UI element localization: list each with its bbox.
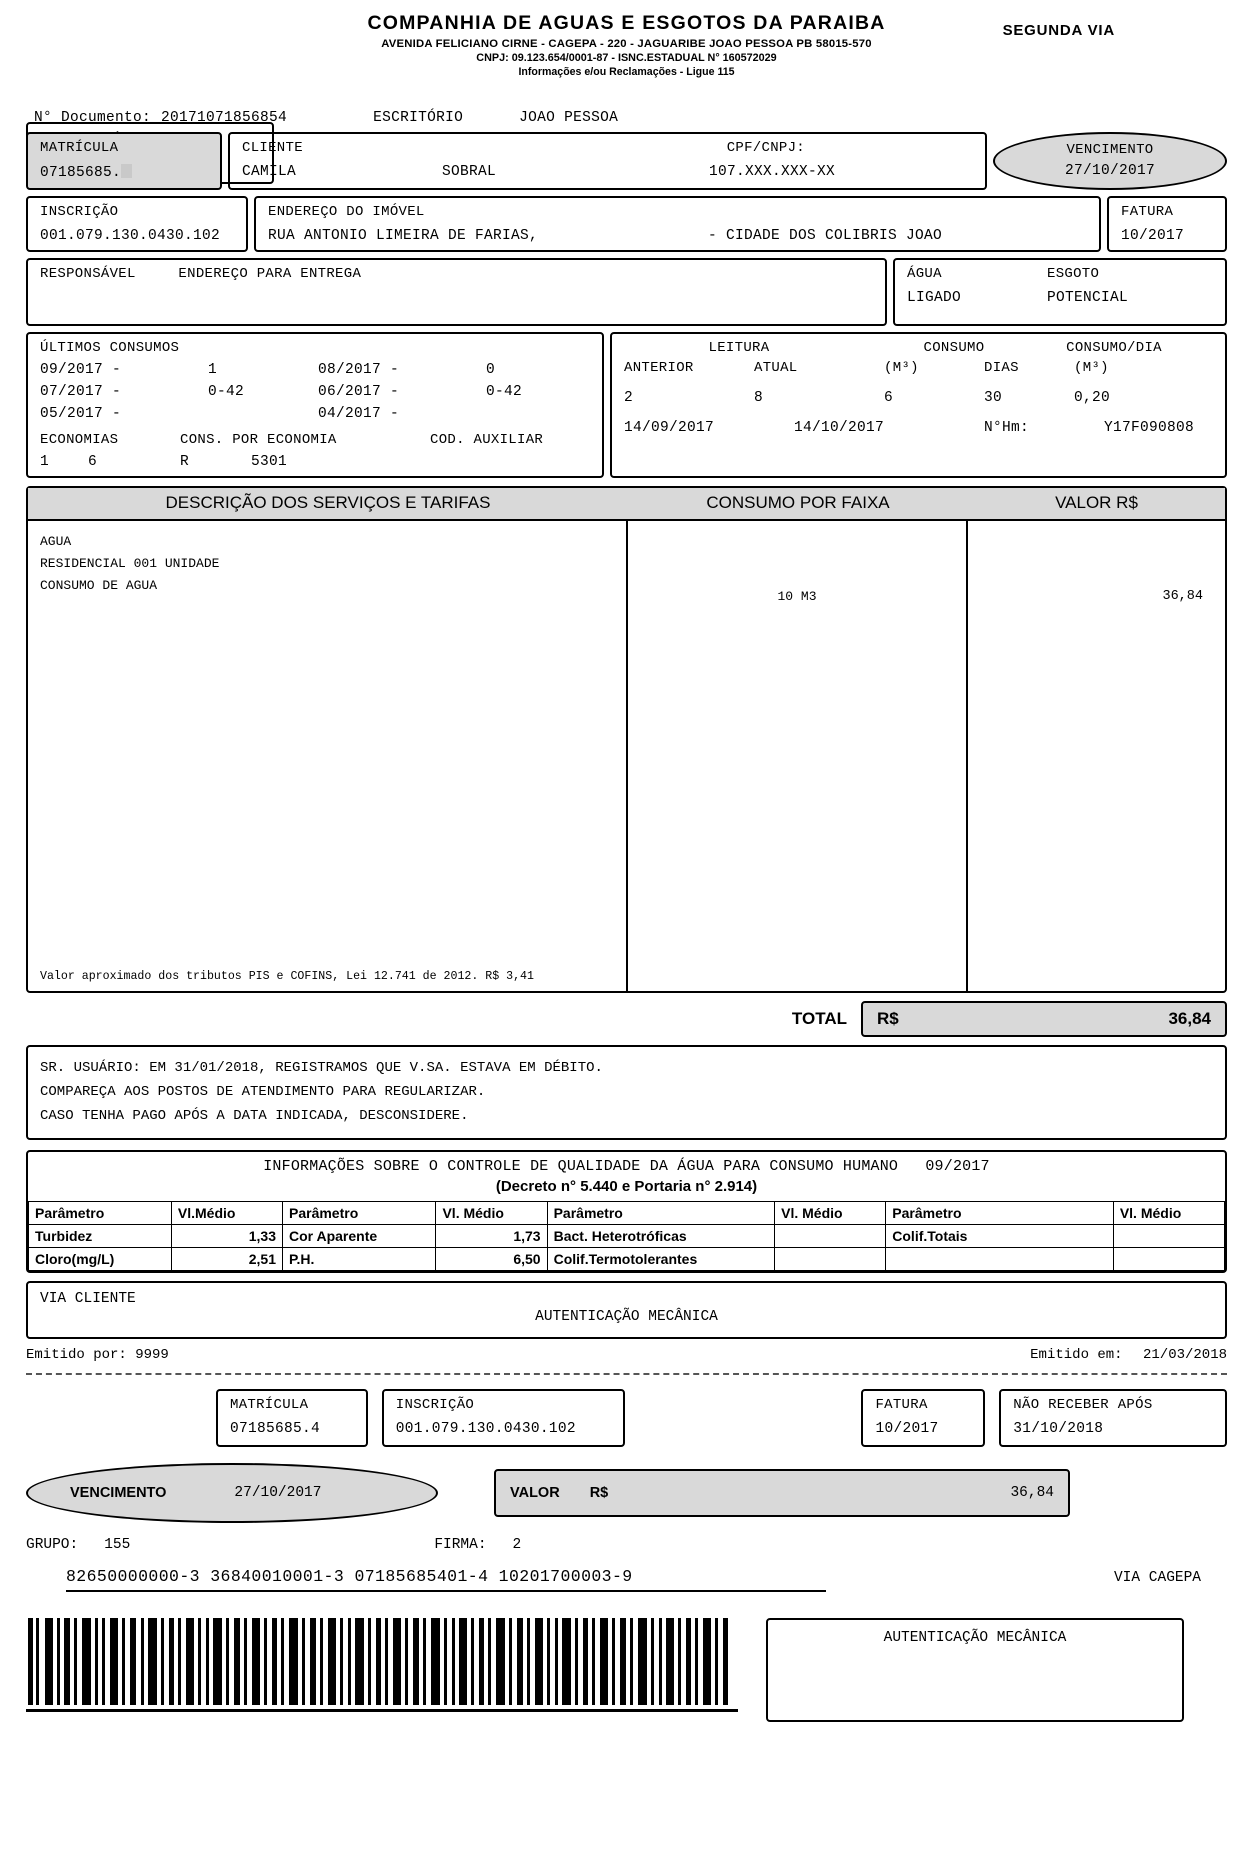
barcode-row [26, 1618, 1227, 1722]
quality-title-text: INFORMAÇÕES SOBRE O CONTROLE DE QUALIDADE DA ÁGUA PARA CONSUMO HUMANO [263, 1158, 899, 1176]
consumo-mes-2: 08/2017 - [318, 362, 400, 378]
cod-auxiliar-label: COD. AUXILIAR [430, 432, 544, 448]
agua-esgoto-headers [907, 266, 1215, 282]
q-value-empty [1113, 1248, 1224, 1271]
fatura-label: FATURA [1121, 204, 1174, 220]
endereco-entrega-label: ENDEREÇO PARA ENTREGA [178, 266, 362, 282]
table-row [29, 1225, 1225, 1248]
cod-auxiliar-values [180, 454, 592, 470]
message-line-1: SR. USUÁRIO: EM 31/01/2018, REGISTRAMOS QUE V.SA. ESTAVA EM DÉBITO. [40, 1060, 603, 1076]
document-number-label: N° Documento: [34, 110, 152, 126]
consumo-mes-4: 06/2017 - [318, 384, 400, 400]
stub-matricula-label: MATRÍCULA [230, 1397, 309, 1414]
address-row [26, 196, 1227, 252]
service-quantity: 10 M3 [777, 589, 817, 604]
endereco-imovel-box [254, 196, 1101, 252]
consumo-valor-1: 1 [208, 362, 218, 378]
cod-auxiliar-letra: R [180, 454, 190, 470]
service-value: 36,84 [1162, 589, 1203, 604]
leitura-headers-1 [624, 340, 1215, 356]
stub-valor-currency: R$ [589, 1485, 609, 1502]
stub-vencimento-box [26, 1463, 438, 1523]
fatura-value: 10/2017 [1121, 228, 1185, 244]
stub-nao-receber-box [999, 1389, 1227, 1447]
autenticacao-mecanica-label: AUTENTICAÇÃO MECÂNICA [535, 1309, 718, 1326]
matricula-text: 07185685. [40, 165, 122, 181]
qh-param-4: Parâmetro [886, 1202, 1114, 1225]
emitido-em [1030, 1347, 1227, 1363]
linha-digitavel: 82650000000-3 36840010001-3 07185685401-4 10201700003-9 [66, 1567, 826, 1592]
message-line-2: COMPAREÇA AOS POSTOS DE ATENDIMENTO PARA REGULARIZAR. [40, 1083, 486, 1100]
consumo-m3: 6 [884, 390, 894, 406]
emitido-por: Emitido por: 9999 [26, 1347, 169, 1364]
stub-matricula-box [216, 1389, 368, 1447]
esgoto-label: ESGOTO [1047, 266, 1100, 282]
stub-nao-receber-label: NÃO RECEBER APÓS [1013, 1397, 1153, 1414]
cliente-label: CLIENTE [242, 140, 303, 156]
leitura-spacer [1174, 340, 1215, 356]
inscricao-box [26, 196, 248, 252]
agua-esgoto-box [893, 258, 1227, 326]
document-number-value: 20171071856854 [161, 110, 288, 126]
tributos-note: Valor aproximado dos tributos PIS e COFINS, Lei 12.741 de 2012. R$ 3,41 [40, 970, 534, 983]
q-value-cloro: 2,51 [171, 1248, 282, 1271]
services-table-body [28, 521, 1225, 991]
table-row [29, 1248, 1225, 1271]
company-block [177, 12, 1077, 78]
leitura-atual: 8 [754, 390, 764, 406]
via-cagepa-label: VIA CAGEPA [1113, 1570, 1201, 1587]
economias-headers [40, 432, 592, 448]
qh-param-2: Parâmetro [283, 1202, 436, 1225]
document-header [26, 12, 1227, 108]
col-consumo-faixa: CONSUMO POR FAIXA [706, 493, 890, 512]
via-cliente-box [26, 1281, 1227, 1339]
q-param-turbidez: Turbidez [29, 1225, 172, 1248]
cons-economia-label: CONS. POR ECONOMIA [180, 432, 337, 448]
vencimento-label: VENCIMENTO [1066, 142, 1154, 158]
service-line-agua: AGUA [40, 534, 72, 549]
stub-nao-receber-value: 31/10/2018 [1013, 1421, 1104, 1438]
quality-decree: (Decreto n° 5.440 e Portaria n° 2.914) [495, 1178, 758, 1196]
stub-valor-value: 36,84 [1010, 1485, 1054, 1502]
anterior-label: ANTERIOR [624, 360, 694, 376]
inscricao-label: INSCRIÇÃO [40, 204, 119, 220]
vencimento-box [993, 132, 1227, 190]
barcode [26, 1618, 738, 1712]
q-param-colif-termo: Colif.Termotolerantes [547, 1248, 775, 1271]
q-param-bact: Bact. Heterotróficas [547, 1225, 775, 1248]
stub-valor-box [494, 1469, 1070, 1517]
total-value: 36,84 [1168, 1009, 1211, 1028]
q-param-empty [886, 1248, 1114, 1271]
q-param-cor: Cor Aparente [283, 1225, 436, 1248]
economias-label: ECONOMIAS [40, 432, 119, 448]
qh-valor-1: Vl.Médio [171, 1202, 282, 1225]
autenticacao-mecanica-box [766, 1618, 1184, 1722]
service-line-consumo: CONSUMO DE AGUA [40, 578, 158, 594]
vencimento-value: 27/10/2017 [1064, 163, 1155, 179]
q-value-ph: 6,50 [436, 1248, 547, 1271]
leitura-headers-2 [624, 360, 1215, 376]
services-value-col [968, 521, 1225, 991]
emission-row [26, 1347, 1227, 1363]
q-param-colif-totais: Colif.Totais [886, 1225, 1114, 1248]
consumo-mes-3: 07/2017 - [40, 384, 122, 400]
stub-inscricao-value: 001.079.130.0430.102 [395, 1421, 576, 1438]
consumo-valor-4: 0-42 [486, 384, 523, 400]
endereco-value-row [268, 228, 1089, 244]
consumo-dias: 30 [984, 390, 1003, 406]
consumo-label: CONSUMO [923, 340, 985, 356]
water-quality-box [26, 1150, 1227, 1273]
consumo-valor-6 [446, 406, 566, 422]
dias-label: DIAS [984, 360, 1019, 376]
col-descricao: DESCRIÇÃO DOS SERVIÇOS E TARIFAS [165, 493, 491, 512]
leitura-anterior: 2 [624, 390, 634, 406]
atual-label: ATUAL [754, 360, 798, 376]
escritorio-label: ESCRITÓRIO [373, 110, 464, 126]
stub-vencimento-value: 27/10/2017 [234, 1485, 322, 1502]
stub-amount-row [26, 1463, 1227, 1523]
ultimos-consumos-box [26, 332, 604, 478]
linha-digitavel-row [26, 1553, 1227, 1592]
message-line-3: CASO TENHA PAGO APÓS A DATA INDICADA, DESCONSIDERE. [40, 1107, 469, 1124]
via-cliente-label: VIA CLIENTE [40, 1291, 136, 1308]
agua-esgoto-values [907, 290, 1215, 306]
matricula-label: MATRÍCULA [40, 140, 119, 156]
quality-title [28, 1158, 1225, 1175]
consumo-valor-5 [168, 406, 318, 422]
q-value-colif-termo [775, 1248, 886, 1271]
emitido-em-valor: 21/03/2018 [1142, 1347, 1227, 1364]
cliente-name-row [242, 164, 975, 180]
escritorio-value: JOAO PESSOA [519, 110, 619, 126]
stub-valor-label: VALOR [510, 1485, 560, 1502]
stub-matricula-value: 07185685.4 [230, 1421, 321, 1438]
endereco-bairro: - CIDADE DOS COLIBRIS JOAO [708, 228, 943, 244]
economias-value: 1 [40, 454, 50, 470]
service-line-residencial: RESIDENCIAL 001 UNIDADE [40, 556, 220, 572]
data-leitura-anterior: 14/09/2017 [624, 420, 715, 436]
leitura-box [610, 332, 1227, 478]
qh-valor-3: Vl. Médio [775, 1202, 886, 1225]
economias-values [40, 454, 592, 470]
q-value-turbidez: 1,33 [171, 1225, 282, 1248]
endereco-linha: RUA ANTONIO LIMEIRA DE FARIAS, [268, 228, 539, 244]
services-quantity-col [628, 521, 968, 991]
m3-dia-label: (M³) [1074, 360, 1109, 376]
cons-economia-value: 6 [88, 454, 98, 470]
text-cursor [121, 164, 132, 178]
fatura-box [1107, 196, 1227, 252]
company-contact-info: Informações e/ou Reclamações - Ligue 115 [518, 66, 735, 78]
message-box [26, 1045, 1227, 1140]
consumo-mes-6: 04/2017 - [318, 406, 400, 422]
cliente-nome: CAMILA [242, 164, 297, 180]
data-leitura-atual: 14/10/2017 [794, 420, 885, 436]
stub-valor-left [510, 1485, 608, 1501]
autenticacao-mecanica-stub-label: AUTENTICAÇÃO MECÂNICA [883, 1630, 1067, 1647]
stub-inscricao-box [382, 1389, 626, 1447]
segunda-via-label: SEGUNDA VIA [1002, 22, 1115, 39]
responsavel-label: RESPONSÁVEL [40, 266, 136, 282]
emitido-em-label: Emitido em: [1030, 1347, 1123, 1364]
consumo-dia-label: CONSUMO/DIA [1066, 340, 1162, 356]
company-address: AVENIDA FELICIANO CIRNE - CAGEPA - 220 - JAGUARIBE JOAO PESSOA PB 58015-570 [381, 38, 872, 50]
quality-table [28, 1201, 1225, 1271]
grupo-firma-row [26, 1537, 1227, 1553]
cpf-label: CPF/CNPJ: [726, 140, 805, 156]
stub-fatura-label: FATURA [875, 1397, 928, 1414]
stub-top-row [216, 1389, 1227, 1447]
cliente-box [228, 132, 987, 190]
ultimos-consumos-title: ÚLTIMOS CONSUMOS [40, 340, 180, 356]
cpf-value: 107.XXX.XXX-XX [708, 164, 835, 180]
q-value-colif-totais [1113, 1225, 1224, 1248]
cod-auxiliar-numero: 5301 [251, 454, 288, 470]
q-value-bact [775, 1225, 886, 1248]
matricula-value [40, 164, 210, 181]
responsavel-box [26, 258, 887, 326]
qh-param-3: Parâmetro [547, 1202, 775, 1225]
qh-valor-4: Vl. Médio [1113, 1202, 1224, 1225]
endereco-label: ENDEREÇO DO IMÓVEL [268, 204, 425, 220]
stub-inscricao-label: INSCRIÇÃO [395, 1397, 475, 1414]
quality-table-header-row [29, 1202, 1225, 1225]
agua-status: LIGADO [907, 290, 962, 306]
matricula-box [26, 132, 222, 190]
company-cnpj: CNPJ: 09.123.654/0001-87 - ISNC.ESTADUAL N° 160572029 [476, 52, 777, 64]
firma-label: FIRMA: [434, 1537, 487, 1554]
consumo-valor-3: 0-42 [208, 384, 245, 400]
total-box [861, 1001, 1227, 1037]
company-name: COMPANHIA DE AGUAS E ESGOTOS DA PARAIBA [367, 12, 886, 34]
consumption-row [26, 332, 1227, 478]
grupo-label: GRUPO: [26, 1537, 79, 1554]
customer-row [26, 132, 1227, 190]
hidrometro-label: N°Hm: [984, 420, 1030, 436]
consumo-mes-1: 09/2017 - [40, 362, 122, 378]
esgoto-status: POTENCIAL [1047, 290, 1129, 306]
leitura-dates [624, 420, 1215, 436]
consumo-mes-5: 05/2017 - [40, 406, 122, 422]
inscricao-value: 001.079.130.0430.102 [40, 228, 221, 244]
ultimos-consumos-grid [40, 362, 592, 422]
consumo-por-dia: 0,20 [1074, 390, 1111, 406]
grupo-value: 155 [104, 1537, 131, 1554]
stub-fatura-value: 10/2017 [875, 1421, 939, 1438]
cliente-sobrenome: SOBRAL [442, 164, 497, 180]
services-description-col [28, 521, 628, 991]
services-table [26, 486, 1227, 993]
agua-label: ÁGUA [907, 266, 942, 282]
q-value-cor: 1,73 [436, 1225, 547, 1248]
services-table-header [28, 488, 1225, 521]
consumo-valor-2: 0 [486, 362, 496, 378]
stub-vencimento-label: VENCIMENTO [70, 1485, 167, 1502]
quality-period: 09/2017 [925, 1158, 990, 1176]
total-currency: R$ [877, 1009, 899, 1028]
m3-label: (M³) [884, 360, 919, 376]
leitura-label: LEITURA [708, 340, 770, 356]
q-param-cloro: Cloro(mg/L) [29, 1248, 172, 1271]
hidrometro-value: Y17F090808 [1104, 420, 1195, 436]
qh-valor-2: Vl. Médio [436, 1202, 547, 1225]
col-valor: VALOR R$ [1055, 493, 1138, 512]
leitura-values [624, 390, 1215, 406]
total-label: TOTAL [791, 1009, 847, 1028]
qh-param-1: Parâmetro [29, 1202, 172, 1225]
q-param-ph: P.H. [283, 1248, 436, 1271]
cut-line [26, 1373, 1227, 1375]
responsavel-row [26, 258, 1227, 326]
total-row [26, 1001, 1227, 1037]
firma-value: 2 [512, 1537, 522, 1554]
stub-fatura-box [861, 1389, 985, 1447]
